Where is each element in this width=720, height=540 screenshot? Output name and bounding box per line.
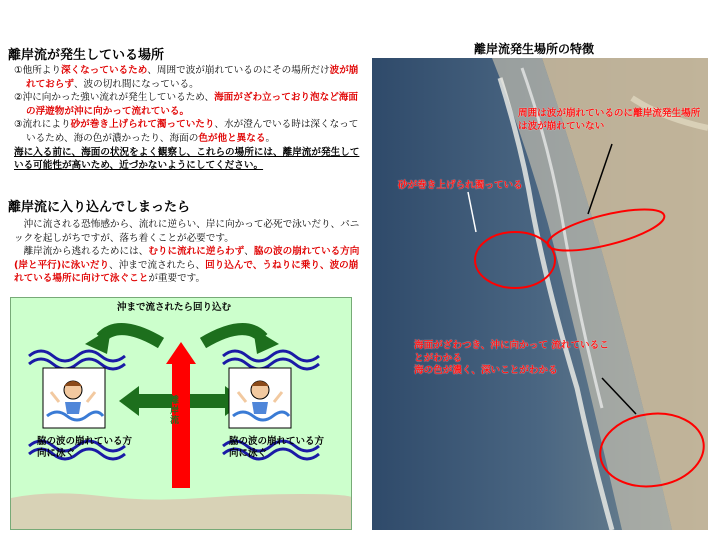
occurrence-list — [14, 64, 366, 173]
list-item: ③流れにより砂が巻き上げられて濁っていたり、水が澄んでいる時は深くなっているため、海の色が濃かったり、海面の色が他と異なる。 — [14, 119, 359, 144]
annotation-deep: 海面がざわつき、沖に向かって 流れていることがわかる 海の色が濃く、深いことがわかる — [414, 340, 609, 376]
warning-text: 海に入る前に、海面の状況をよく観察し、これらの場所には、離岸流が発生している可能性が高いため、近づかないようにしてください。 — [14, 146, 360, 172]
aerial-beach-photo — [372, 58, 708, 530]
photo-title: 離岸流発生場所の特徴 — [474, 42, 595, 56]
escape-advice: 離岸流から逃れるためには、むりに流れに逆らわず、脇の波の崩れている方向(岸と平行)に泳いだり、沖まで流されたら、回り込んで、うねりに乗り、波の崩れている場所に向けて泳ぐことが重要です。 — [14, 246, 360, 285]
annotation-no-breaking: 周囲は波が崩れているのに離岸流発生場所は波が崩れていない — [518, 108, 701, 132]
list-item: ②沖に向かった強い流れが発生しているため、海面がざわ立っており泡など海面の浮遊物が沖に向かって流れている。 — [14, 92, 358, 117]
rip-arrow-head — [166, 342, 196, 364]
escape-diagram — [10, 297, 352, 530]
beach-sand — [11, 493, 352, 530]
section-title-caught: 離岸流に入り込んでしまったら — [8, 200, 191, 215]
left-swim-caption: 脇の波の崩れている方向に泳ぐ — [37, 436, 133, 459]
curve-arrow-right-head — [253, 328, 279, 354]
escape-paragraph — [14, 218, 364, 286]
escape-intro: 沖に流される恐怖感から、流れに逆らい、岸に向かって必死で泳いだり、パニックを起しがちですが、落ち着くことが必要です。 — [14, 219, 360, 244]
section-title-occurrence: 離岸流が発生している場所 — [8, 48, 165, 63]
side-arrow-left-head — [119, 386, 139, 416]
diagram-top-caption: 沖まで流されたら回り込む — [117, 302, 232, 313]
list-item: ①他所より深くなっているため、周囲で波が崩れているのにその場所だけ波が崩れておらず、波の切れ間になっている。 — [14, 65, 359, 90]
right-swim-caption: 脇の波の崩れている方向に泳ぐ — [229, 436, 325, 459]
annotation-turbid: 砂が巻き上げられ濁っている — [398, 180, 523, 191]
rip-current-label: 離岸流 — [170, 396, 180, 426]
